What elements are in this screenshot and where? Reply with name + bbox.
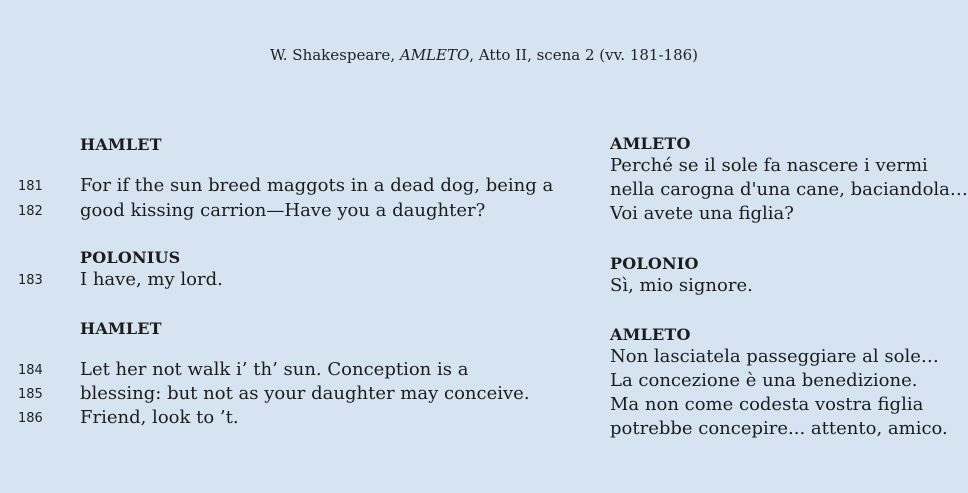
translation-line: Perché se il sole fa nascere i vermi: [610, 155, 928, 176]
caption-author: W. Shakespeare,: [269, 46, 400, 64]
translation-line: Ma non come codesta vostra figlia: [610, 394, 924, 415]
verse-text: I have, my lord.: [80, 269, 223, 290]
caption-reference: , Atto II, scena 2 (vv. 181-186): [469, 46, 699, 64]
caption-work-title: AMLETO: [399, 46, 470, 64]
verse-text: good kissing carrion—Have you a daughter?: [80, 200, 486, 221]
verse-line: [0, 383, 560, 407]
translation-line: La concezione è una benedizione.: [610, 370, 918, 391]
line-number: 185: [18, 387, 43, 402]
verse-line: [0, 175, 560, 199]
verse-line: [0, 269, 560, 293]
translation-line: Non lasciatela passeggiare al sole…: [610, 346, 939, 367]
verse-text: Friend, look to ’t.: [80, 407, 239, 428]
translation-line: nella carogna d'una cane, baciandola…: [610, 179, 968, 200]
verse-line: [0, 200, 560, 224]
line-number: 183: [18, 273, 43, 288]
speaker-amleto-1: AMLETO: [610, 134, 691, 153]
speaker-polonius: POLONIUS: [80, 248, 181, 267]
verse-line: [0, 407, 560, 431]
verse-text: Let her not walk i’ th’ sun. Conception is a: [80, 359, 469, 380]
translation-line: Sì, mio signore.: [610, 275, 753, 296]
verse-text: blessing: but not as your daughter may conceive.: [80, 383, 530, 404]
translation-line: potrebbe concepire... attento, amico.: [610, 418, 948, 439]
translation-block-amleto-2: [610, 325, 968, 441]
line-number: 181: [18, 179, 43, 194]
speaker-hamlet-2: HAMLET: [80, 319, 162, 338]
verse-text: For if the sun breed maggots in a dead dog, being a: [80, 175, 554, 196]
speaker-hamlet-1: HAMLET: [80, 135, 162, 154]
speaker-amleto-2: AMLETO: [610, 325, 691, 344]
speaker-polonio: POLONIO: [610, 254, 699, 273]
line-number: 186: [18, 411, 43, 426]
verse-line: [0, 359, 560, 383]
line-number: 182: [18, 204, 43, 219]
line-number: 184: [18, 363, 43, 378]
translation-block-polonio: [610, 254, 968, 298]
translation-line: Voi avete una figlia?: [610, 203, 794, 224]
translation-block-amleto-1: [610, 134, 968, 226]
